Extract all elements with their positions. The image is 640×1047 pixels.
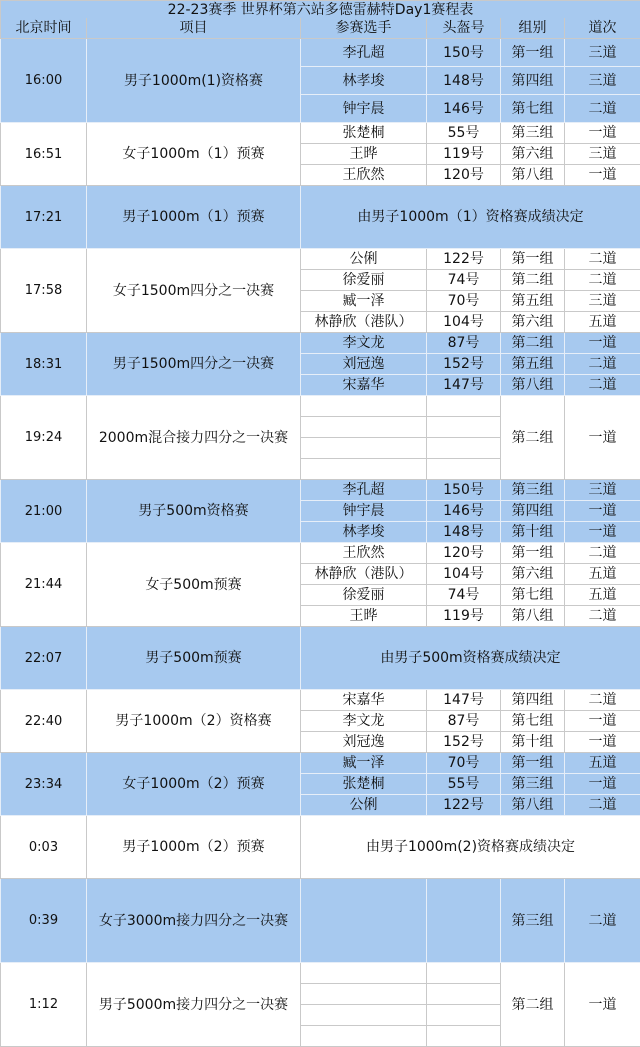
- athlete-name: 臧一泽: [301, 753, 427, 774]
- athlete-name: 林孝埈: [301, 522, 427, 543]
- group-cell: 第一组: [501, 39, 565, 67]
- group-cell: 第二组: [501, 396, 565, 480]
- lane-cell: 二道: [565, 95, 640, 123]
- helmet-number: 70号: [427, 291, 501, 312]
- athlete-name: 钟宇晨: [301, 95, 427, 123]
- helmet-number: 147号: [427, 690, 501, 711]
- group-cell: 第五组: [501, 291, 565, 312]
- event-row: [1, 396, 640, 417]
- athlete-name: 臧一泽: [301, 291, 427, 312]
- group-cell: 第六组: [501, 564, 565, 585]
- event-time: 22:07: [1, 627, 87, 690]
- lane-cell: 二道: [565, 543, 640, 564]
- group-cell: 第七组: [501, 585, 565, 606]
- schedule-title: 22-23赛季 世界杯第六站多德雷赫特Day1赛程表: [1, 1, 640, 19]
- lane-cell: 一道: [565, 711, 640, 732]
- athlete-name: 徐爱丽: [301, 270, 427, 291]
- athlete-name: 林静欣（港队）: [301, 312, 427, 333]
- group-cell: 第八组: [501, 606, 565, 627]
- lane-cell: 二道: [565, 375, 640, 396]
- helmet-cell: [427, 879, 501, 963]
- lane-cell: 一道: [565, 963, 640, 1047]
- event-name: 男子5000m接力四分之一决赛: [87, 963, 301, 1047]
- helmet-number: 74号: [427, 585, 501, 606]
- event-name: 男子1000m（2）资格赛: [87, 690, 301, 753]
- event-note: 由男子500m资格赛成绩决定: [301, 627, 640, 690]
- event-time: 16:00: [1, 39, 87, 123]
- column-header-row: [1, 18, 640, 39]
- athlete-name: 刘冠逸: [301, 354, 427, 375]
- group-cell: 第四组: [501, 690, 565, 711]
- lane-cell: 二道: [565, 606, 640, 627]
- athlete-name: 王欣然: [301, 165, 427, 186]
- helmet-number: 55号: [427, 123, 501, 144]
- helmet-number: 87号: [427, 711, 501, 732]
- athlete-cell: [301, 438, 427, 459]
- athlete-row: [1, 333, 640, 354]
- event-name: 男子500m预赛: [87, 627, 301, 690]
- athlete-cell: [301, 1005, 427, 1026]
- event-time: 18:31: [1, 333, 87, 396]
- athlete-cell: [301, 879, 427, 963]
- event-name: 男子1000m（1）预赛: [87, 186, 301, 249]
- lane-cell: 一道: [565, 333, 640, 354]
- athlete-name: 公俐: [301, 249, 427, 270]
- group-cell: 第三组: [501, 480, 565, 501]
- event-name: 男子1000m（2）预赛: [87, 816, 301, 879]
- event-row: [1, 627, 640, 690]
- helmet-cell: [427, 417, 501, 438]
- event-row: [1, 816, 640, 879]
- helmet-cell: [427, 1005, 501, 1026]
- event-name: 男子1000m(1)资格赛: [87, 39, 301, 123]
- helmet-number: 148号: [427, 67, 501, 95]
- event-name: 女子1000m（2）预赛: [87, 753, 301, 816]
- event-name: 女子3000m接力四分之一决赛: [87, 879, 301, 963]
- group-cell: 第二组: [501, 270, 565, 291]
- helmet-number: 120号: [427, 543, 501, 564]
- helmet-number: 104号: [427, 564, 501, 585]
- helmet-cell: [427, 963, 501, 984]
- group-cell: 第一组: [501, 753, 565, 774]
- helmet-number: 122号: [427, 249, 501, 270]
- athlete-name: 张楚桐: [301, 774, 427, 795]
- athlete-name: 徐爱丽: [301, 585, 427, 606]
- group-cell: 第四组: [501, 501, 565, 522]
- athlete-cell: [301, 984, 427, 1005]
- event-time: 0:39: [1, 879, 87, 963]
- event-name: 女子1500m四分之一决赛: [87, 249, 301, 333]
- helmet-number: 152号: [427, 732, 501, 753]
- athlete-name: 林静欣（港队）: [301, 564, 427, 585]
- athlete-row: [1, 249, 640, 270]
- athlete-cell: [301, 963, 427, 984]
- helmet-number: 74号: [427, 270, 501, 291]
- event-row: [1, 963, 640, 984]
- helmet-number: 120号: [427, 165, 501, 186]
- helmet-number: 119号: [427, 144, 501, 165]
- athlete-row: [1, 690, 640, 711]
- helmet-number: 146号: [427, 95, 501, 123]
- athlete-name: 宋嘉华: [301, 690, 427, 711]
- helmet-number: 152号: [427, 354, 501, 375]
- athlete-cell: [301, 1026, 427, 1047]
- group-cell: 第八组: [501, 165, 565, 186]
- event-name: 女子1000m（1）预赛: [87, 123, 301, 186]
- lane-cell: 二道: [565, 354, 640, 375]
- athlete-cell: [301, 459, 427, 480]
- event-time: 17:21: [1, 186, 87, 249]
- athlete-row: [1, 480, 640, 501]
- lane-cell: 二道: [565, 879, 640, 963]
- column-header-helmet: 头盔号: [427, 18, 501, 39]
- lane-cell: 三道: [565, 144, 640, 165]
- lane-cell: 一道: [565, 732, 640, 753]
- helmet-number: 122号: [427, 795, 501, 816]
- event-time: 22:40: [1, 690, 87, 753]
- lane-cell: 一道: [565, 396, 640, 480]
- athlete-row: [1, 123, 640, 144]
- lane-cell: 一道: [565, 774, 640, 795]
- group-cell: 第十组: [501, 732, 565, 753]
- group-cell: 第二组: [501, 333, 565, 354]
- lane-cell: 三道: [565, 39, 640, 67]
- event-row: [1, 879, 640, 963]
- lane-cell: 五道: [565, 564, 640, 585]
- event-time: 1:12: [1, 963, 87, 1047]
- column-header-time: 北京时间: [1, 18, 87, 39]
- helmet-number: 87号: [427, 333, 501, 354]
- event-time: 16:51: [1, 123, 87, 186]
- athlete-name: 李孔超: [301, 39, 427, 67]
- group-cell: 第一组: [501, 543, 565, 564]
- lane-cell: 一道: [565, 522, 640, 543]
- lane-cell: 三道: [565, 67, 640, 95]
- lane-cell: 五道: [565, 753, 640, 774]
- athlete-cell: [301, 396, 427, 417]
- event-note: 由男子1000m(2)资格赛成绩决定: [301, 816, 640, 879]
- group-cell: 第八组: [501, 375, 565, 396]
- helmet-number: 70号: [427, 753, 501, 774]
- event-time: 21:44: [1, 543, 87, 627]
- lane-cell: 二道: [565, 795, 640, 816]
- helmet-cell: [427, 984, 501, 1005]
- athlete-name: 刘冠逸: [301, 732, 427, 753]
- lane-cell: 二道: [565, 270, 640, 291]
- event-name: 男子500m资格赛: [87, 480, 301, 543]
- event-time: 23:34: [1, 753, 87, 816]
- athlete-name: 李孔超: [301, 480, 427, 501]
- lane-cell: 一道: [565, 123, 640, 144]
- athlete-name: 李文龙: [301, 333, 427, 354]
- group-cell: 第五组: [501, 354, 565, 375]
- helmet-cell: [427, 459, 501, 480]
- group-cell: 第一组: [501, 249, 565, 270]
- column-header-lane: 道次: [565, 18, 640, 39]
- athlete-name: 李文龙: [301, 711, 427, 732]
- group-cell: 第二组: [501, 963, 565, 1047]
- group-cell: 第三组: [501, 774, 565, 795]
- group-cell: 第三组: [501, 879, 565, 963]
- helmet-cell: [427, 438, 501, 459]
- athlete-name: 王晔: [301, 606, 427, 627]
- athlete-row: [1, 543, 640, 564]
- lane-cell: 二道: [565, 249, 640, 270]
- group-cell: 第十组: [501, 522, 565, 543]
- group-cell: 第七组: [501, 711, 565, 732]
- helmet-number: 150号: [427, 480, 501, 501]
- athlete-name: 钟宇晨: [301, 501, 427, 522]
- lane-cell: 三道: [565, 480, 640, 501]
- event-row: [1, 186, 640, 249]
- athlete-name: 张楚桐: [301, 123, 427, 144]
- athlete-name: 林孝埈: [301, 67, 427, 95]
- column-header-group: 组别: [501, 18, 565, 39]
- group-cell: 第八组: [501, 795, 565, 816]
- helmet-number: 146号: [427, 501, 501, 522]
- event-time: 19:24: [1, 396, 87, 480]
- event-time: 0:03: [1, 816, 87, 879]
- helmet-number: 55号: [427, 774, 501, 795]
- event-time: 17:58: [1, 249, 87, 333]
- helmet-number: 147号: [427, 375, 501, 396]
- athlete-cell: [301, 417, 427, 438]
- helmet-cell: [427, 1026, 501, 1047]
- group-cell: 第四组: [501, 67, 565, 95]
- helmet-number: 148号: [427, 522, 501, 543]
- athlete-name: 王晔: [301, 144, 427, 165]
- helmet-number: 119号: [427, 606, 501, 627]
- helmet-number: 150号: [427, 39, 501, 67]
- event-note: 由男子1000m（1）资格赛成绩决定: [301, 186, 640, 249]
- lane-cell: 三道: [565, 291, 640, 312]
- lane-cell: 一道: [565, 165, 640, 186]
- lane-cell: 五道: [565, 312, 640, 333]
- lane-cell: 二道: [565, 690, 640, 711]
- event-time: 21:00: [1, 480, 87, 543]
- event-name: 2000m混合接力四分之一决赛: [87, 396, 301, 480]
- event-name: 男子1500m四分之一决赛: [87, 333, 301, 396]
- column-header-athlete: 参赛选手: [301, 18, 427, 39]
- group-cell: 第七组: [501, 95, 565, 123]
- group-cell: 第三组: [501, 123, 565, 144]
- column-header-event: 项目: [87, 18, 301, 39]
- athlete-name: 王欣然: [301, 543, 427, 564]
- group-cell: 第六组: [501, 312, 565, 333]
- lane-cell: 五道: [565, 585, 640, 606]
- athlete-row: [1, 39, 640, 67]
- athlete-row: [1, 753, 640, 774]
- event-name: 女子500m预赛: [87, 543, 301, 627]
- athlete-name: 宋嘉华: [301, 375, 427, 396]
- helmet-number: 104号: [427, 312, 501, 333]
- athlete-name: 公俐: [301, 795, 427, 816]
- helmet-cell: [427, 396, 501, 417]
- group-cell: 第六组: [501, 144, 565, 165]
- lane-cell: 一道: [565, 501, 640, 522]
